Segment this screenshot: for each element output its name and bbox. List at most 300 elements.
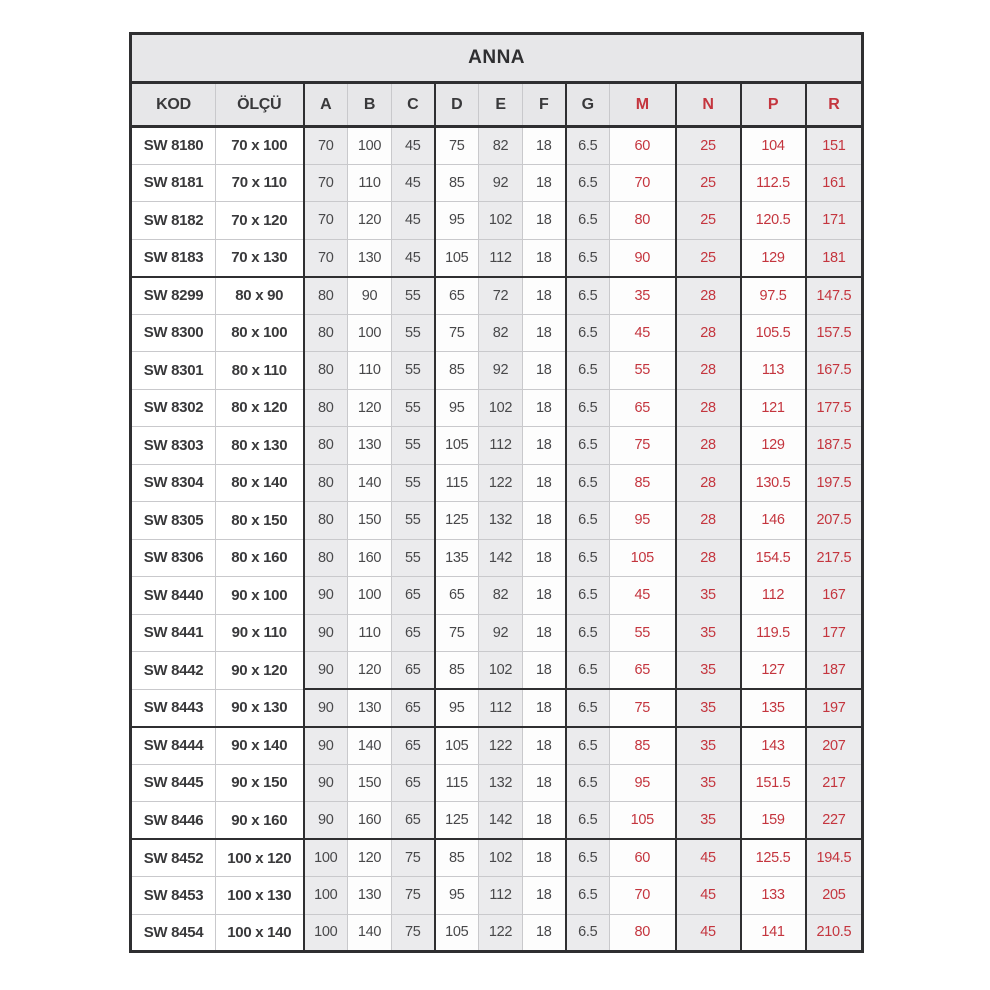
- cell-e: 112: [479, 239, 523, 277]
- cell-m: 95: [610, 502, 676, 540]
- cell-d: 85: [435, 352, 479, 390]
- cell-n: 25: [676, 164, 741, 202]
- cell-r: 217: [806, 764, 863, 802]
- cell-kod: SW 8453: [131, 877, 216, 915]
- cell-f: 18: [523, 802, 566, 840]
- cell-m: 70: [610, 877, 676, 915]
- cell-m: 105: [610, 539, 676, 577]
- cell-b: 130: [348, 689, 392, 727]
- cell-b: 160: [348, 539, 392, 577]
- cell-g: 6.5: [566, 839, 610, 877]
- cell-m: 35: [610, 277, 676, 315]
- table-row: [131, 802, 863, 840]
- cell-b: 130: [348, 877, 392, 915]
- cell-e: 122: [479, 914, 523, 952]
- cell-n: 35: [676, 652, 741, 690]
- cell-d: 65: [435, 577, 479, 615]
- column-header-c: C: [392, 83, 435, 127]
- cell-a: 90: [304, 614, 348, 652]
- cell-a: 70: [304, 239, 348, 277]
- table-body: [131, 127, 863, 952]
- cell-a: 80: [304, 502, 348, 540]
- table-row: [131, 539, 863, 577]
- cell-p: 125.5: [741, 839, 806, 877]
- cell-p: 119.5: [741, 614, 806, 652]
- table-row: [131, 464, 863, 502]
- cell-a: 80: [304, 539, 348, 577]
- cell-d: 95: [435, 689, 479, 727]
- cell-b: 120: [348, 389, 392, 427]
- cell-a: 80: [304, 352, 348, 390]
- cell-r: 181: [806, 239, 863, 277]
- cell-r: 194.5: [806, 839, 863, 877]
- column-header-p: P: [741, 83, 806, 127]
- cell-m: 60: [610, 839, 676, 877]
- cell-a: 90: [304, 727, 348, 765]
- cell-kod: SW 8441: [131, 614, 216, 652]
- cell-r: 177: [806, 614, 863, 652]
- column-header-g: G: [566, 83, 610, 127]
- cell-d: 135: [435, 539, 479, 577]
- table-row: [131, 239, 863, 277]
- cell-f: 18: [523, 914, 566, 952]
- cell-d: 75: [435, 614, 479, 652]
- cell-d: 105: [435, 727, 479, 765]
- cell-c: 75: [392, 914, 435, 952]
- cell-c: 65: [392, 614, 435, 652]
- cell-b: 120: [348, 839, 392, 877]
- cell-r: 187: [806, 652, 863, 690]
- cell-b: 140: [348, 914, 392, 952]
- cell-c: 55: [392, 502, 435, 540]
- column-header-m: M: [610, 83, 676, 127]
- table-row: [131, 839, 863, 877]
- cell-p: 143: [741, 727, 806, 765]
- cell-kod: SW 8440: [131, 577, 216, 615]
- cell-c: 55: [392, 539, 435, 577]
- cell-olcu: 70 x 100: [216, 127, 304, 165]
- cell-b: 140: [348, 727, 392, 765]
- cell-c: 65: [392, 802, 435, 840]
- cell-e: 82: [479, 314, 523, 352]
- cell-c: 65: [392, 652, 435, 690]
- cell-m: 70: [610, 164, 676, 202]
- cell-b: 110: [348, 164, 392, 202]
- table-row: [131, 277, 863, 315]
- cell-e: 132: [479, 502, 523, 540]
- cell-kod: SW 8300: [131, 314, 216, 352]
- cell-kod: SW 8303: [131, 427, 216, 465]
- cell-g: 6.5: [566, 877, 610, 915]
- table-row: [131, 314, 863, 352]
- cell-olcu: 90 x 150: [216, 764, 304, 802]
- table-row: [131, 427, 863, 465]
- table-title: ANNA: [131, 34, 863, 83]
- cell-d: 105: [435, 914, 479, 952]
- cell-kod: SW 8442: [131, 652, 216, 690]
- cell-kod: SW 8301: [131, 352, 216, 390]
- cell-a: 90: [304, 652, 348, 690]
- cell-e: 112: [479, 427, 523, 465]
- cell-m: 75: [610, 689, 676, 727]
- cell-f: 18: [523, 689, 566, 727]
- cell-n: 28: [676, 464, 741, 502]
- cell-n: 28: [676, 352, 741, 390]
- cell-g: 6.5: [566, 539, 610, 577]
- cell-a: 80: [304, 389, 348, 427]
- cell-m: 55: [610, 614, 676, 652]
- cell-f: 18: [523, 314, 566, 352]
- cell-kod: SW 8443: [131, 689, 216, 727]
- cell-g: 6.5: [566, 764, 610, 802]
- cell-b: 100: [348, 314, 392, 352]
- cell-olcu: 80 x 130: [216, 427, 304, 465]
- cell-c: 65: [392, 577, 435, 615]
- cell-b: 110: [348, 352, 392, 390]
- cell-p: 97.5: [741, 277, 806, 315]
- cell-m: 75: [610, 427, 676, 465]
- cell-a: 70: [304, 127, 348, 165]
- cell-d: 105: [435, 427, 479, 465]
- table-row: [131, 502, 863, 540]
- cell-g: 6.5: [566, 127, 610, 165]
- cell-a: 100: [304, 839, 348, 877]
- cell-olcu: 70 x 120: [216, 202, 304, 240]
- cell-d: 105: [435, 239, 479, 277]
- cell-m: 105: [610, 802, 676, 840]
- cell-n: 28: [676, 314, 741, 352]
- cell-kod: SW 8182: [131, 202, 216, 240]
- cell-n: 35: [676, 577, 741, 615]
- column-header-e: E: [479, 83, 523, 127]
- cell-e: 92: [479, 352, 523, 390]
- column-header-d: D: [435, 83, 479, 127]
- cell-n: 45: [676, 877, 741, 915]
- cell-d: 75: [435, 127, 479, 165]
- cell-f: 18: [523, 764, 566, 802]
- cell-f: 18: [523, 427, 566, 465]
- cell-f: 18: [523, 652, 566, 690]
- cell-b: 90: [348, 277, 392, 315]
- cell-kod: SW 8445: [131, 764, 216, 802]
- cell-e: 142: [479, 539, 523, 577]
- cell-c: 55: [392, 427, 435, 465]
- cell-f: 18: [523, 127, 566, 165]
- cell-m: 95: [610, 764, 676, 802]
- cell-r: 197.5: [806, 464, 863, 502]
- spec-sheet: [129, 32, 863, 953]
- cell-kod: SW 8452: [131, 839, 216, 877]
- cell-n: 35: [676, 689, 741, 727]
- cell-g: 6.5: [566, 314, 610, 352]
- column-header-f: F: [523, 83, 566, 127]
- cell-b: 150: [348, 764, 392, 802]
- cell-a: 90: [304, 802, 348, 840]
- cell-m: 65: [610, 389, 676, 427]
- cell-n: 28: [676, 277, 741, 315]
- cell-a: 90: [304, 577, 348, 615]
- cell-f: 18: [523, 277, 566, 315]
- cell-p: 151.5: [741, 764, 806, 802]
- column-header-olcu: ÖLÇÜ: [216, 83, 304, 127]
- cell-a: 70: [304, 202, 348, 240]
- cell-a: 80: [304, 464, 348, 502]
- cell-kod: SW 8306: [131, 539, 216, 577]
- cell-olcu: 80 x 150: [216, 502, 304, 540]
- cell-f: 18: [523, 164, 566, 202]
- table-row: [131, 652, 863, 690]
- cell-r: 210.5: [806, 914, 863, 952]
- cell-kod: SW 8454: [131, 914, 216, 952]
- cell-olcu: 90 x 140: [216, 727, 304, 765]
- cell-b: 160: [348, 802, 392, 840]
- cell-n: 45: [676, 839, 741, 877]
- cell-a: 100: [304, 877, 348, 915]
- table-row: [131, 389, 863, 427]
- cell-r: 187.5: [806, 427, 863, 465]
- cell-p: 130.5: [741, 464, 806, 502]
- cell-olcu: 80 x 110: [216, 352, 304, 390]
- cell-c: 75: [392, 877, 435, 915]
- cell-olcu: 90 x 110: [216, 614, 304, 652]
- cell-d: 115: [435, 764, 479, 802]
- cell-d: 85: [435, 164, 479, 202]
- cell-a: 80: [304, 314, 348, 352]
- cell-c: 55: [392, 314, 435, 352]
- cell-b: 100: [348, 127, 392, 165]
- cell-c: 45: [392, 127, 435, 165]
- cell-f: 18: [523, 614, 566, 652]
- cell-r: 207.5: [806, 502, 863, 540]
- cell-g: 6.5: [566, 652, 610, 690]
- cell-n: 25: [676, 239, 741, 277]
- cell-b: 130: [348, 239, 392, 277]
- cell-kod: SW 8444: [131, 727, 216, 765]
- column-header-b: B: [348, 83, 392, 127]
- cell-m: 60: [610, 127, 676, 165]
- table-row: [131, 577, 863, 615]
- cell-m: 65: [610, 652, 676, 690]
- cell-kod: SW 8302: [131, 389, 216, 427]
- cell-d: 125: [435, 502, 479, 540]
- cell-n: 35: [676, 802, 741, 840]
- cell-b: 120: [348, 652, 392, 690]
- cell-r: 197: [806, 689, 863, 727]
- column-header-kod: KOD: [131, 83, 216, 127]
- table-row: [131, 202, 863, 240]
- cell-olcu: 80 x 120: [216, 389, 304, 427]
- cell-d: 115: [435, 464, 479, 502]
- cell-r: 167: [806, 577, 863, 615]
- cell-e: 102: [479, 202, 523, 240]
- cell-g: 6.5: [566, 727, 610, 765]
- cell-g: 6.5: [566, 689, 610, 727]
- cell-e: 82: [479, 577, 523, 615]
- cell-olcu: 100 x 140: [216, 914, 304, 952]
- cell-d: 125: [435, 802, 479, 840]
- cell-kod: SW 8299: [131, 277, 216, 315]
- cell-olcu: 90 x 160: [216, 802, 304, 840]
- cell-g: 6.5: [566, 352, 610, 390]
- cell-kod: SW 8304: [131, 464, 216, 502]
- cell-e: 112: [479, 689, 523, 727]
- cell-e: 82: [479, 127, 523, 165]
- column-header-n: N: [676, 83, 741, 127]
- cell-d: 95: [435, 202, 479, 240]
- cell-p: 146: [741, 502, 806, 540]
- cell-m: 45: [610, 577, 676, 615]
- cell-p: 154.5: [741, 539, 806, 577]
- product-spec-table: [129, 32, 864, 953]
- cell-p: 129: [741, 239, 806, 277]
- cell-r: 227: [806, 802, 863, 840]
- cell-m: 80: [610, 202, 676, 240]
- cell-n: 28: [676, 539, 741, 577]
- cell-e: 122: [479, 727, 523, 765]
- cell-r: 171: [806, 202, 863, 240]
- cell-g: 6.5: [566, 577, 610, 615]
- cell-n: 28: [676, 427, 741, 465]
- cell-b: 140: [348, 464, 392, 502]
- cell-d: 85: [435, 652, 479, 690]
- cell-f: 18: [523, 389, 566, 427]
- column-header-row: [131, 83, 863, 127]
- cell-g: 6.5: [566, 202, 610, 240]
- cell-d: 95: [435, 389, 479, 427]
- cell-b: 150: [348, 502, 392, 540]
- cell-r: 217.5: [806, 539, 863, 577]
- cell-olcu: 90 x 130: [216, 689, 304, 727]
- cell-b: 100: [348, 577, 392, 615]
- cell-f: 18: [523, 577, 566, 615]
- cell-olcu: 80 x 90: [216, 277, 304, 315]
- cell-m: 90: [610, 239, 676, 277]
- cell-p: 159: [741, 802, 806, 840]
- cell-g: 6.5: [566, 914, 610, 952]
- cell-c: 65: [392, 689, 435, 727]
- cell-p: 133: [741, 877, 806, 915]
- cell-g: 6.5: [566, 614, 610, 652]
- cell-d: 65: [435, 277, 479, 315]
- cell-e: 132: [479, 764, 523, 802]
- cell-g: 6.5: [566, 164, 610, 202]
- cell-r: 151: [806, 127, 863, 165]
- cell-r: 147.5: [806, 277, 863, 315]
- cell-olcu: 100 x 120: [216, 839, 304, 877]
- cell-n: 35: [676, 727, 741, 765]
- cell-p: 104: [741, 127, 806, 165]
- cell-f: 18: [523, 727, 566, 765]
- cell-c: 45: [392, 202, 435, 240]
- cell-p: 141: [741, 914, 806, 952]
- table-row: [131, 164, 863, 202]
- column-header-r: R: [806, 83, 863, 127]
- cell-m: 85: [610, 727, 676, 765]
- table-row: [131, 689, 863, 727]
- cell-f: 18: [523, 352, 566, 390]
- cell-d: 75: [435, 314, 479, 352]
- cell-g: 6.5: [566, 502, 610, 540]
- cell-kod: SW 8446: [131, 802, 216, 840]
- cell-e: 102: [479, 652, 523, 690]
- cell-p: 112: [741, 577, 806, 615]
- cell-n: 25: [676, 202, 741, 240]
- column-header-a: A: [304, 83, 348, 127]
- cell-p: 121: [741, 389, 806, 427]
- cell-a: 100: [304, 914, 348, 952]
- table-row: [131, 127, 863, 165]
- cell-e: 102: [479, 839, 523, 877]
- cell-olcu: 80 x 160: [216, 539, 304, 577]
- cell-c: 55: [392, 389, 435, 427]
- cell-r: 157.5: [806, 314, 863, 352]
- cell-n: 28: [676, 502, 741, 540]
- cell-e: 92: [479, 164, 523, 202]
- cell-e: 102: [479, 389, 523, 427]
- cell-kod: SW 8181: [131, 164, 216, 202]
- cell-b: 130: [348, 427, 392, 465]
- cell-e: 142: [479, 802, 523, 840]
- cell-g: 6.5: [566, 464, 610, 502]
- cell-d: 95: [435, 877, 479, 915]
- cell-kod: SW 8305: [131, 502, 216, 540]
- cell-b: 120: [348, 202, 392, 240]
- cell-olcu: 70 x 110: [216, 164, 304, 202]
- table-row: [131, 877, 863, 915]
- table-row: [131, 914, 863, 952]
- cell-p: 129: [741, 427, 806, 465]
- cell-f: 18: [523, 877, 566, 915]
- cell-m: 80: [610, 914, 676, 952]
- cell-n: 25: [676, 127, 741, 165]
- table-row: [131, 614, 863, 652]
- cell-n: 28: [676, 389, 741, 427]
- cell-d: 85: [435, 839, 479, 877]
- table-row: [131, 352, 863, 390]
- cell-e: 122: [479, 464, 523, 502]
- cell-c: 45: [392, 239, 435, 277]
- cell-m: 85: [610, 464, 676, 502]
- cell-r: 207: [806, 727, 863, 765]
- cell-b: 110: [348, 614, 392, 652]
- cell-g: 6.5: [566, 427, 610, 465]
- table-row: [131, 727, 863, 765]
- cell-a: 80: [304, 277, 348, 315]
- cell-e: 112: [479, 877, 523, 915]
- cell-f: 18: [523, 202, 566, 240]
- cell-kod: SW 8180: [131, 127, 216, 165]
- cell-f: 18: [523, 239, 566, 277]
- cell-kod: SW 8183: [131, 239, 216, 277]
- cell-p: 105.5: [741, 314, 806, 352]
- cell-c: 45: [392, 164, 435, 202]
- cell-n: 35: [676, 614, 741, 652]
- cell-m: 55: [610, 352, 676, 390]
- cell-c: 65: [392, 764, 435, 802]
- cell-c: 65: [392, 727, 435, 765]
- cell-olcu: 90 x 120: [216, 652, 304, 690]
- cell-olcu: 80 x 140: [216, 464, 304, 502]
- cell-c: 55: [392, 277, 435, 315]
- cell-f: 18: [523, 839, 566, 877]
- cell-p: 112.5: [741, 164, 806, 202]
- cell-r: 167.5: [806, 352, 863, 390]
- cell-m: 45: [610, 314, 676, 352]
- cell-a: 90: [304, 764, 348, 802]
- cell-r: 161: [806, 164, 863, 202]
- cell-r: 177.5: [806, 389, 863, 427]
- cell-e: 72: [479, 277, 523, 315]
